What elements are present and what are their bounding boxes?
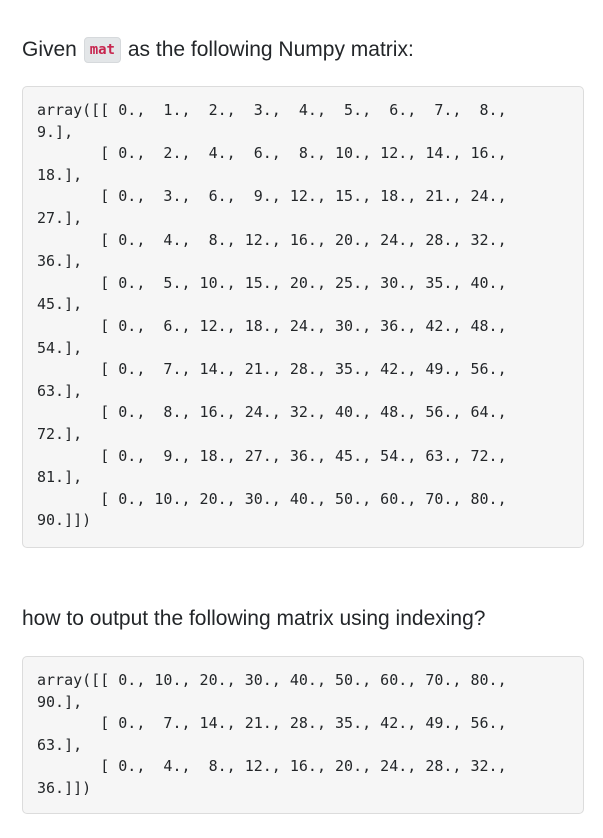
code-line: [ 0., 7., 14., 21., 28., 35., 42., 49., 56., (37, 714, 507, 733)
code-line: 63.], (37, 735, 83, 754)
target-matrix-code-block (22, 656, 584, 814)
code-line: [ 0., 4., 8., 12., 16., 20., 24., 28., 32., (37, 757, 507, 776)
intro-text-before: Given (22, 38, 77, 61)
code-line: 27.], (37, 208, 83, 227)
code-line: 90.]]) (37, 511, 92, 530)
code-line: [ 0., 4., 8., 12., 16., 20., 24., 28., 32., (37, 230, 507, 249)
code-line: [ 0., 5., 10., 15., 20., 25., 30., 35., 40., (37, 273, 507, 292)
code-line: array([[ 0., 10., 20., 30., 40., 50., 60., 70., 80., (37, 671, 507, 689)
code-line: [ 0., 10., 20., 30., 40., 50., 60., 70., 80., (37, 489, 507, 508)
code-line: [ 0., 9., 18., 27., 36., 45., 54., 63., 72., (37, 446, 507, 465)
intro-text-after: as the following Numpy matrix: (127, 38, 414, 61)
code-line: 45.], (37, 295, 83, 314)
code-line: array([[ 0., 1., 2., 3., 4., 5., 6., 7., 8., (37, 101, 507, 119)
code-line: [ 0., 7., 14., 21., 28., 35., 42., 49., 56., (37, 360, 507, 379)
code-line: [ 0., 8., 16., 24., 32., 40., 48., 56., 64., (37, 403, 507, 422)
intro-paragraph (22, 37, 414, 63)
prompt-paragraph: how to output the following matrix using indexing? (22, 607, 486, 630)
code-line: 72.], (37, 424, 83, 443)
code-line: [ 0., 3., 6., 9., 12., 15., 18., 21., 24., (37, 187, 507, 206)
code-line: 18.], (37, 165, 83, 184)
code-line: 9.], (37, 122, 74, 141)
code-line: 36.]]) (37, 778, 92, 797)
source-matrix-code-block (22, 86, 584, 548)
code-line: 90.], (37, 692, 83, 711)
code-line: 81.], (37, 468, 83, 487)
inline-code-mat: mat (84, 37, 121, 63)
code-line: 36.], (37, 252, 83, 271)
code-line: [ 0., 6., 12., 18., 24., 30., 36., 42., 48., (37, 316, 507, 335)
code-line: 63.], (37, 381, 83, 400)
code-line: [ 0., 2., 4., 6., 8., 10., 12., 14., 16., (37, 144, 507, 163)
code-line: 54.], (37, 338, 83, 357)
